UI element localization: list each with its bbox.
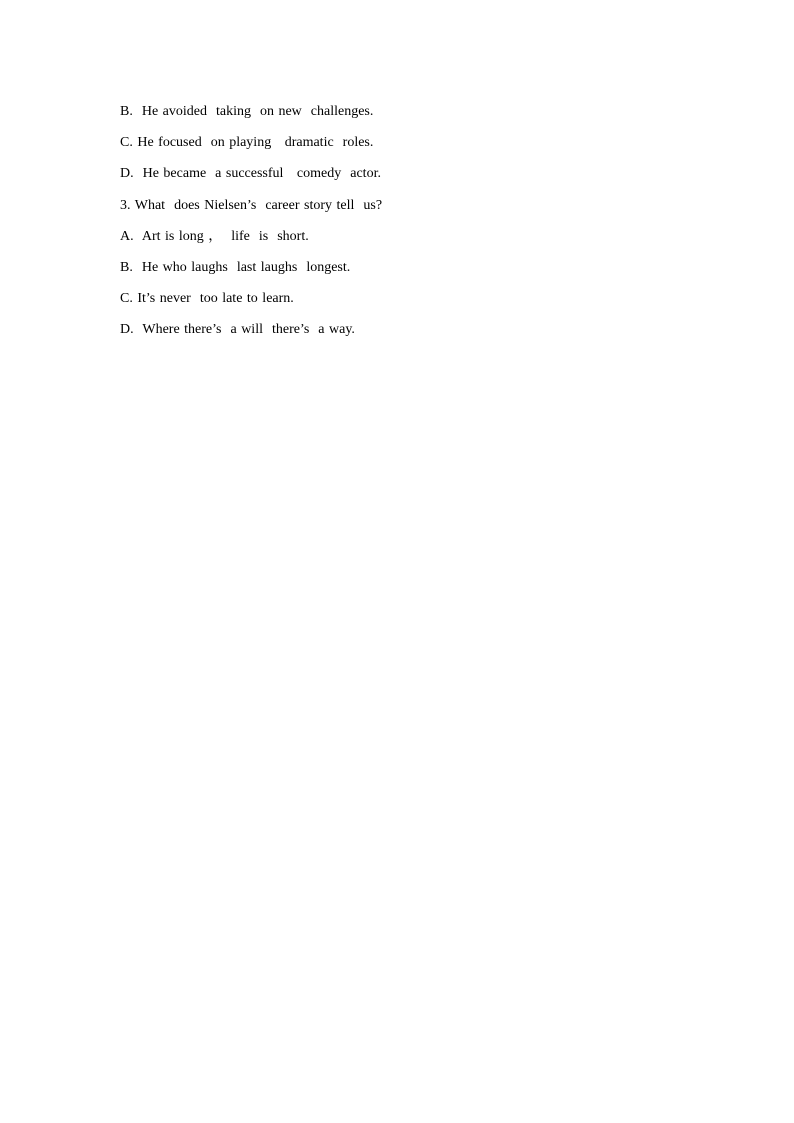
- question-3-option-d: D. Where there’s a will there’s a way.: [120, 322, 355, 338]
- option-b-previous-question: B. He avoided taking on new challenges.: [120, 104, 374, 119]
- question-3-option-a: A. Art is long ， life is short.: [120, 228, 309, 244]
- question-3-stem: 3. What does Nielsen’s career story tell us?: [120, 197, 383, 213]
- question-3-option-b: B. He who laughs last laughs longest.: [120, 259, 351, 275]
- question-block: [120, 102, 680, 352]
- question-3-option-c: C. It’s never too late to learn.: [120, 291, 294, 307]
- option-c-previous-question: C. He focused on playing dramatic roles.: [120, 135, 374, 151]
- option-d-previous-question: D. He became a successful comedy actor.: [120, 166, 381, 182]
